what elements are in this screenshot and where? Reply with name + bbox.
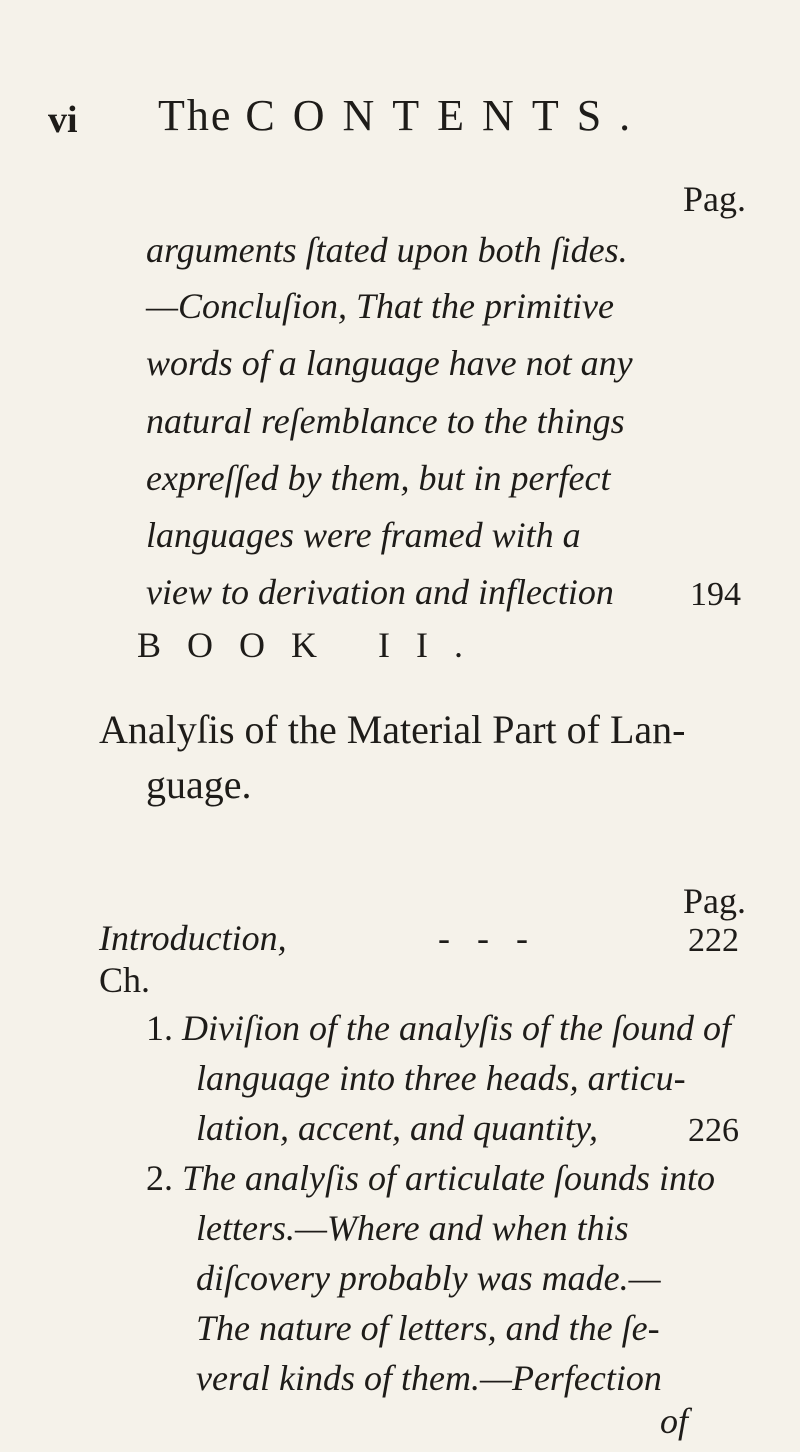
chapter-line: lation, accent, and quantity, <box>196 1108 598 1148</box>
introduction-leaders: - - - <box>438 918 528 958</box>
catchword: of <box>660 1401 689 1441</box>
chapter-line: diſcovery probably was made.— <box>196 1258 661 1298</box>
chapter-number: 2. <box>146 1158 173 1198</box>
top-entry-line: view to derivation and inflection <box>146 572 614 612</box>
chapter-line: language into three heads, articu- <box>196 1058 686 1098</box>
page-number: vi <box>48 99 78 141</box>
chapter-label: Ch. <box>99 960 151 1000</box>
chapter-line: letters.—Where and when this <box>196 1208 629 1248</box>
section-title-line: guage. <box>146 762 252 807</box>
chapter-line: Diviſion of the analyſis of the ſound of <box>182 1008 731 1048</box>
section-title-line: Analyſis of the Material Part of Lan- <box>99 707 686 752</box>
running-head-title-prefix: The <box>158 91 233 140</box>
chapter-line: The analyſis of articulate ſounds into <box>182 1158 715 1198</box>
top-entry-line: arguments ſtated upon both ſides. <box>146 230 628 270</box>
chapter-line: The nature of letters, and the ſe- <box>196 1308 660 1348</box>
running-head-title-caps: CONTENTS. <box>245 91 649 140</box>
pag-label-contents: Pag. <box>683 881 746 921</box>
top-entry-line: words of a language have not any <box>146 343 633 383</box>
top-entry-line: —Concluſion, That the primitive <box>146 286 614 326</box>
introduction-page: 222 <box>688 922 739 959</box>
running-head <box>48 86 748 146</box>
top-entry-line: expreſſed by them, but in perfect <box>146 458 611 498</box>
top-entry-line: natural reſemblance to the things <box>146 401 625 441</box>
top-entry-page: 194 <box>690 576 741 613</box>
chapter-line: veral kinds of them.—Perfection <box>196 1358 662 1398</box>
book-heading: BOOK II. <box>137 625 489 665</box>
running-head-title <box>158 90 648 141</box>
chapter-number: 1. <box>146 1008 173 1048</box>
chapter-page: 226 <box>688 1112 739 1149</box>
introduction-label: Introduction, <box>99 918 287 958</box>
pag-label-top: Pag. <box>683 179 746 219</box>
top-entry-line: languages were framed with a <box>146 515 581 555</box>
